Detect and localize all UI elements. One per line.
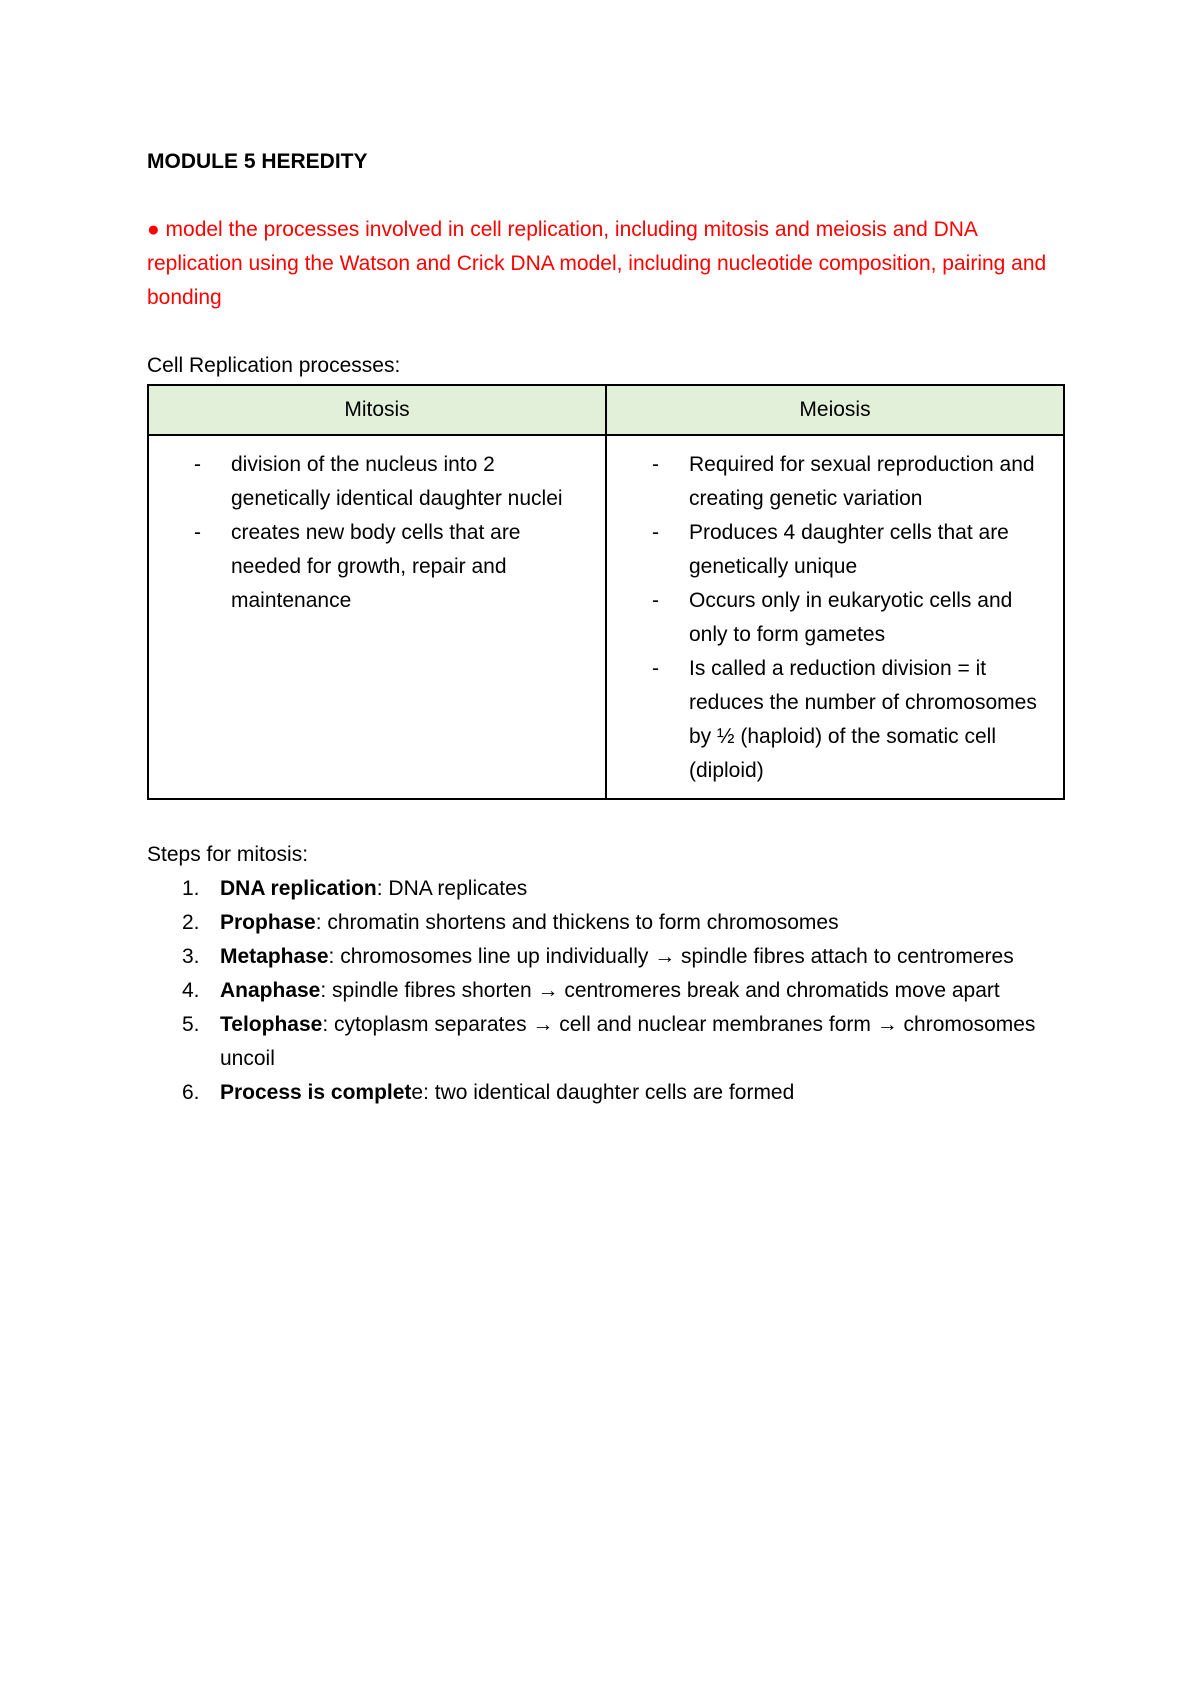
dash-marker: - xyxy=(194,453,201,476)
step-term: Anaphase xyxy=(220,979,321,1002)
step-item xyxy=(147,1008,1067,1076)
page-content xyxy=(147,145,1067,1110)
section-label: Cell Replication processes: xyxy=(147,354,401,377)
mitosis-cell xyxy=(148,435,606,799)
list-item xyxy=(149,516,595,618)
meiosis-item-text: Occurs only in eukaryotic cells and only to form gametes xyxy=(689,589,1013,646)
step-description: : cytoplasm separates → cell and nuclear membranes form → chromosomes uncoil xyxy=(220,1013,1036,1070)
list-item xyxy=(607,652,1053,788)
table-header-row xyxy=(148,385,1064,435)
list-item xyxy=(607,448,1053,516)
mitosis-item-text: creates new body cells that are needed for growth, repair and maintenance xyxy=(231,521,521,612)
step-number: 6. xyxy=(182,1081,200,1104)
step-term: Metaphase xyxy=(220,945,329,968)
step-description: e: two identical daughter cells are formed xyxy=(411,1081,795,1104)
step-item xyxy=(147,906,1067,940)
outcome-text: model the processes involved in cell replication, including mitosis and meiosis and DNA replication using the Watson and Crick DNA model, including nucleotide composition, pairing and bonding xyxy=(147,218,1047,309)
table-body-row xyxy=(148,435,1064,799)
step-number: 2. xyxy=(182,911,200,934)
meiosis-cell xyxy=(606,435,1064,799)
step-description: : spindle fibres shorten → centromeres break and chromatids move apart xyxy=(320,979,1000,1002)
dash-marker: - xyxy=(652,521,659,544)
dash-marker: - xyxy=(194,521,201,544)
step-description: : DNA replicates xyxy=(376,877,528,900)
mitosis-list xyxy=(149,448,595,618)
header-mitosis: Mitosis xyxy=(148,385,606,435)
step-item xyxy=(147,872,1067,906)
step-number: 3. xyxy=(182,945,200,968)
step-term: Prophase xyxy=(220,911,316,934)
meiosis-list xyxy=(607,448,1053,788)
step-term: Telophase xyxy=(220,1013,323,1036)
list-item xyxy=(607,516,1053,584)
step-item xyxy=(147,940,1067,974)
steps-label: Steps for mitosis: xyxy=(147,843,309,866)
meiosis-item-text: Is called a reduction division = it reduces the number of chromosomes by ½ (haploid) of the somatic cell (diploid) xyxy=(689,657,1037,782)
meiosis-item-text: Produces 4 daughter cells that are genetically unique xyxy=(689,521,1009,578)
mitosis-steps-list xyxy=(147,872,1067,1110)
meiosis-item-text: Required for sexual reproduction and creating genetic variation xyxy=(689,453,1035,510)
step-number: 1. xyxy=(182,877,200,900)
step-item xyxy=(147,1076,1067,1110)
page-title: MODULE 5 HEREDITY xyxy=(147,150,368,173)
mitosis-item-text: division of the nucleus into 2 genetically identical daughter nuclei xyxy=(231,453,563,510)
learning-outcome xyxy=(147,213,1047,315)
step-term: DNA replication xyxy=(220,877,377,900)
dash-marker: - xyxy=(652,453,659,476)
step-description: : chromosomes line up individually → spindle fibres attach to centromeres xyxy=(328,945,1014,968)
dash-marker: - xyxy=(652,657,659,680)
step-item xyxy=(147,974,1067,1008)
header-meiosis: Meiosis xyxy=(606,385,1064,435)
list-item xyxy=(607,584,1053,652)
outcome-bullet: ● xyxy=(147,218,160,241)
comparison-table xyxy=(147,384,1065,800)
dash-marker: - xyxy=(652,589,659,612)
step-number: 4. xyxy=(182,979,200,1002)
list-item xyxy=(149,448,595,516)
step-number: 5. xyxy=(182,1013,200,1036)
step-term: Process is complet xyxy=(220,1081,412,1104)
step-description: : chromatin shortens and thickens to form chromosomes xyxy=(315,911,839,934)
